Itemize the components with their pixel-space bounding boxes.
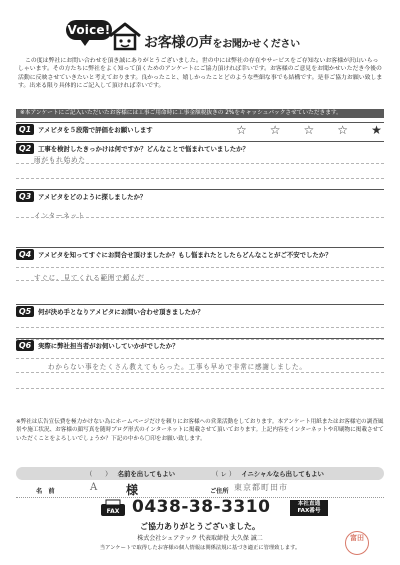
seal-stamp: 富田: [345, 531, 369, 555]
question-3: [16, 189, 384, 229]
page-title: [144, 32, 300, 52]
answer-line: [16, 388, 384, 389]
consent-checkbox[interactable]: （ ）: [86, 470, 112, 478]
voice-badge: Voice!: [66, 20, 112, 40]
fax-icon: [100, 499, 126, 517]
honorific: 様: [126, 483, 139, 497]
question-text: 工事を検討したきっかけは何ですか？どんなことで悩まれていましたか？: [38, 145, 249, 153]
answer-text[interactable]: わからない事をたくさん教えてもらった。工事も早めで非常に感謝しました。: [48, 363, 307, 371]
fax-badge: [290, 500, 328, 516]
answer-line: [16, 163, 384, 164]
question-2: [16, 141, 384, 185]
intro-text: この度は弊社にお問い合わせを頂き誠にありがとうございました。世の中には弊社の存在やサービスをご存知ないお客様が沢山いらっしゃいます。その方たちに弊社をよく知って頂くためのアンケートにご協力頂ければ幸いです。お客様のご意見をお聞かせいただき今後の活動に反映させていきたいと考えております。良かったこと、嬉しかったことどのような些細な事でも結構です。是非ご協力お願い致します。出来る限り具体的にご記入して頂ければ幸いです。: [18, 58, 383, 90]
consent-label: イニシャルなら出してもよい: [241, 470, 324, 478]
privacy-notice: 当アンケートで取得したお客様の個人情報は関係法規に基づき適正に管理致します。: [99, 545, 301, 551]
question-number: Q2: [16, 143, 34, 154]
house-icon: [108, 21, 142, 51]
answer-text[interactable]: インターネット: [34, 212, 86, 220]
address-field[interactable]: 東京都町田市: [234, 483, 288, 492]
answer-line: [16, 217, 384, 218]
star-icon[interactable]: ☆: [269, 123, 281, 137]
customer-info-row: [16, 482, 384, 497]
question-text: 実際に弊社担当者がお伺いしていかがでしたか？: [38, 342, 179, 350]
answer-line: [16, 372, 384, 373]
answer-line: [16, 327, 384, 328]
answer-text[interactable]: 雨がもれ始めた: [34, 156, 86, 164]
answer-text[interactable]: すぐに、見てくれる範囲で頼んだ: [34, 274, 145, 282]
question-number: Q3: [16, 191, 34, 202]
fax-icon-label: FAX: [106, 508, 120, 515]
question-4: [16, 247, 384, 297]
consent-option-initials[interactable]: [212, 469, 324, 478]
name-field[interactable]: A: [90, 482, 98, 493]
fax-number: 0438-38-3310: [132, 497, 271, 517]
question-1: [16, 122, 384, 142]
question-number: Q4: [16, 249, 34, 260]
thank-you-text: ご協力ありがとうございました。: [140, 522, 260, 531]
address-label: ご住所: [210, 488, 229, 495]
star-icon[interactable]: ☆: [337, 123, 349, 137]
consent-bar: [16, 467, 384, 480]
star-icon[interactable]: ☆: [303, 123, 315, 137]
fax-badge-line1: 本社直通: [297, 501, 321, 507]
star-filled-icon[interactable]: ★: [371, 123, 382, 137]
name-label: 名 前: [36, 488, 55, 495]
consent-option-name[interactable]: [86, 469, 175, 478]
fax-badge-line2: FAX番号: [297, 508, 321, 514]
question-6: [16, 338, 384, 408]
title-main: お客様の声: [144, 35, 213, 51]
answer-line: [16, 358, 384, 359]
question-number: Q6: [16, 340, 34, 351]
question-number: Q1: [16, 124, 34, 135]
question-text: アメピタをどのように探しましたか？: [38, 193, 147, 201]
answer-line: [16, 267, 384, 268]
publication-consent-note: ※弊社は広告宣伝費を極力かけない為にホームページだけを頼りにお客様への営業活動をしております。本アンケート用紙またはお客様宅の調査風景や施工状況、お客様の顔写真を随時ブログ形式のインターネットに掲載させて頂いております。上記内容をインターネットや印刷物に掲載させていただくことをよろしいでしょうか？下記の中から〇印をお願い致します。: [16, 419, 384, 442]
question-text: アメピタを５段階で評価をお願いします: [38, 126, 153, 134]
answer-line: [16, 178, 384, 179]
title-suffix: をお聞かせください: [212, 39, 300, 50]
question-text: アメピタを知ってすぐにお問合せ頂けましたか？もし悩まれたとしたらどんなことがご不安でしたか？: [38, 251, 332, 259]
consent-label: 名前を出してもよい: [117, 470, 176, 478]
question-text: 何が決め手となりアメピタにお問い合わせ頂きましたか？: [38, 308, 204, 316]
question-number: Q5: [16, 306, 34, 317]
consent-checkbox-checked[interactable]: （ レ ）: [212, 470, 236, 478]
star-icon[interactable]: ☆: [236, 123, 247, 137]
answer-line: [16, 280, 384, 281]
company-info: 株式会社シェアテック 代表取締役 大久保 誠二: [137, 535, 263, 542]
cashback-notice: ※本アンケートにご記入いただいたお客様には工事ご用命時に工事金額税抜きの 2%をキャッシュバックさせていただきます。: [16, 109, 384, 118]
rating-stars[interactable]: [236, 124, 382, 137]
